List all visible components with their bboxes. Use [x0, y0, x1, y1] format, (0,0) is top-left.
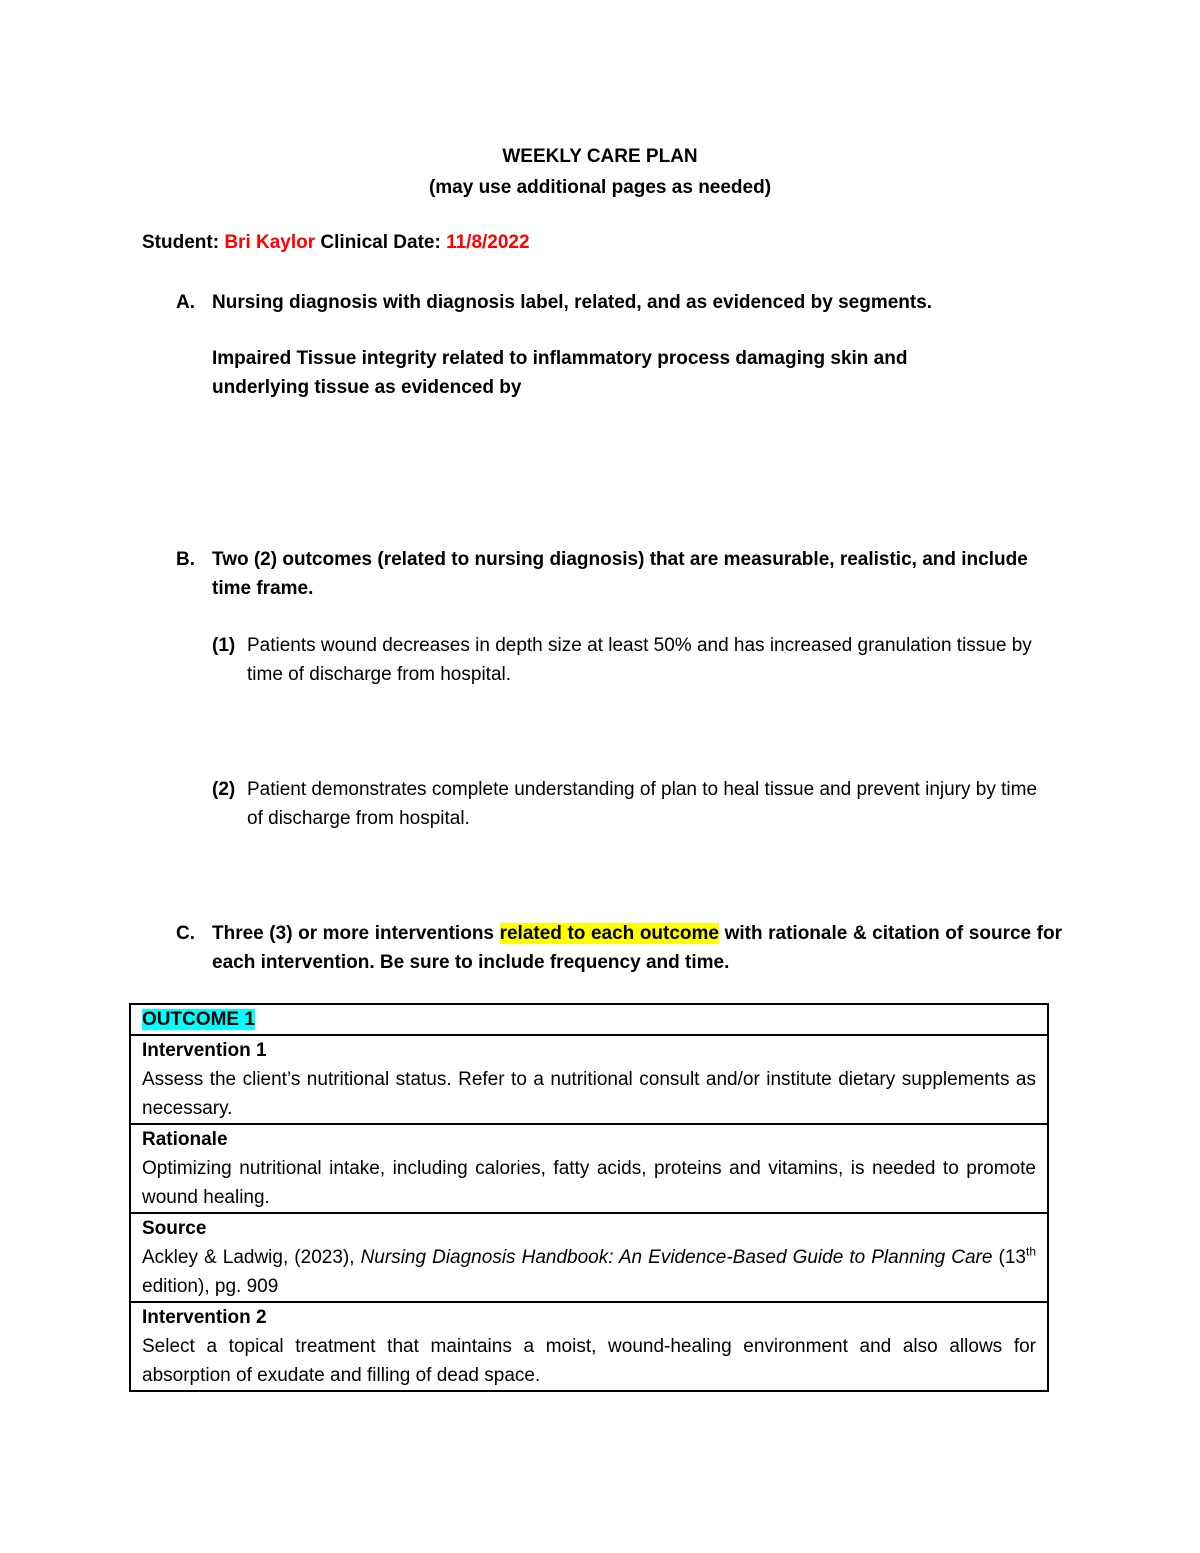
- outcome-number: (1): [212, 635, 236, 656]
- section-c-prompt: [212, 919, 1062, 977]
- rationale-label: Rationale: [142, 1129, 228, 1150]
- table-row-source: [131, 1214, 1047, 1303]
- source-label: Source: [142, 1218, 207, 1239]
- outcome-number: (2): [212, 779, 236, 800]
- table-row-intervention-2: [131, 1303, 1047, 1390]
- rationale-text: Optimizing nutritional intake, including calories, fatty acids, proteins and vitamins, is needed to promote wound healing.: [142, 1158, 1036, 1208]
- document-title: WEEKLY CARE PLAN: [502, 146, 698, 167]
- outcome-1-label: OUTCOME 1: [142, 1009, 255, 1030]
- care-plan-table: [129, 1003, 1049, 1392]
- source-edition-post: edition), pg. 909: [142, 1276, 279, 1297]
- table-row-intervention-1: [131, 1036, 1047, 1125]
- source-edition-sup: th: [1025, 1244, 1036, 1259]
- section-c-prompt-start: Three (3) or more interventions: [212, 923, 494, 944]
- intervention-2-text: Select a topical treatment that maintains a moist, wound-healing environment and also allows for absorption of exudate and filling of dead space.: [142, 1336, 1036, 1386]
- clinical-date-label: Clinical Date:: [320, 232, 441, 253]
- source-author: Ackley & Ladwig, (2023),: [142, 1247, 355, 1268]
- section-b-prompt: Two (2) outcomes (related to nursing diagnosis) that are measurable, realistic, and include time frame.: [212, 549, 1028, 599]
- document-subtitle: (may use additional pages as needed): [428, 177, 772, 198]
- section-a-marker: A.: [176, 292, 195, 313]
- section-a-prompt: Nursing diagnosis with diagnosis label, related, and as evidenced by segments.: [212, 292, 933, 313]
- section-c-highlight: related to each outcome: [499, 923, 719, 944]
- student-label: Student:: [142, 232, 220, 253]
- student-info-line: [142, 231, 530, 255]
- section-c-marker: C.: [176, 923, 195, 944]
- nursing-diagnosis-text: Impaired Tissue integrity related to inflammatory process damaging skin and underlying tissue as evidenced by: [212, 348, 908, 398]
- intervention-1-label: Intervention 1: [142, 1040, 267, 1061]
- table-row-rationale: [131, 1125, 1047, 1214]
- intervention-1-text: Assess the client’s nutritional status. Refer to a nutritional consult and/or institute dietary supplements as necessary.: [142, 1069, 1036, 1119]
- student-name: Bri Kaylor: [224, 232, 316, 253]
- source-edition-pre: (13: [998, 1247, 1026, 1268]
- source-text: [142, 1243, 1036, 1301]
- table-row-outcome: [131, 1005, 1047, 1036]
- intervention-2-label: Intervention 2: [142, 1307, 267, 1328]
- source-title: Nursing Diagnosis Handbook: An Evidence-Based Guide to Planning Care: [360, 1247, 993, 1268]
- clinical-date-value: 11/8/2022: [446, 232, 530, 253]
- outcome-text: Patients wound decreases in depth size at least 50% and has increased granulation tissue by time of discharge from hospital.: [247, 635, 1032, 685]
- outcome-text: Patient demonstrates complete understanding of plan to heal tissue and prevent injury by time of discharge from hospital.: [247, 779, 1038, 829]
- section-c-prompt-end: with rationale & citation of source for each intervention. Be sure to include frequency and time.: [212, 923, 1063, 973]
- section-b-marker: B.: [176, 549, 195, 570]
